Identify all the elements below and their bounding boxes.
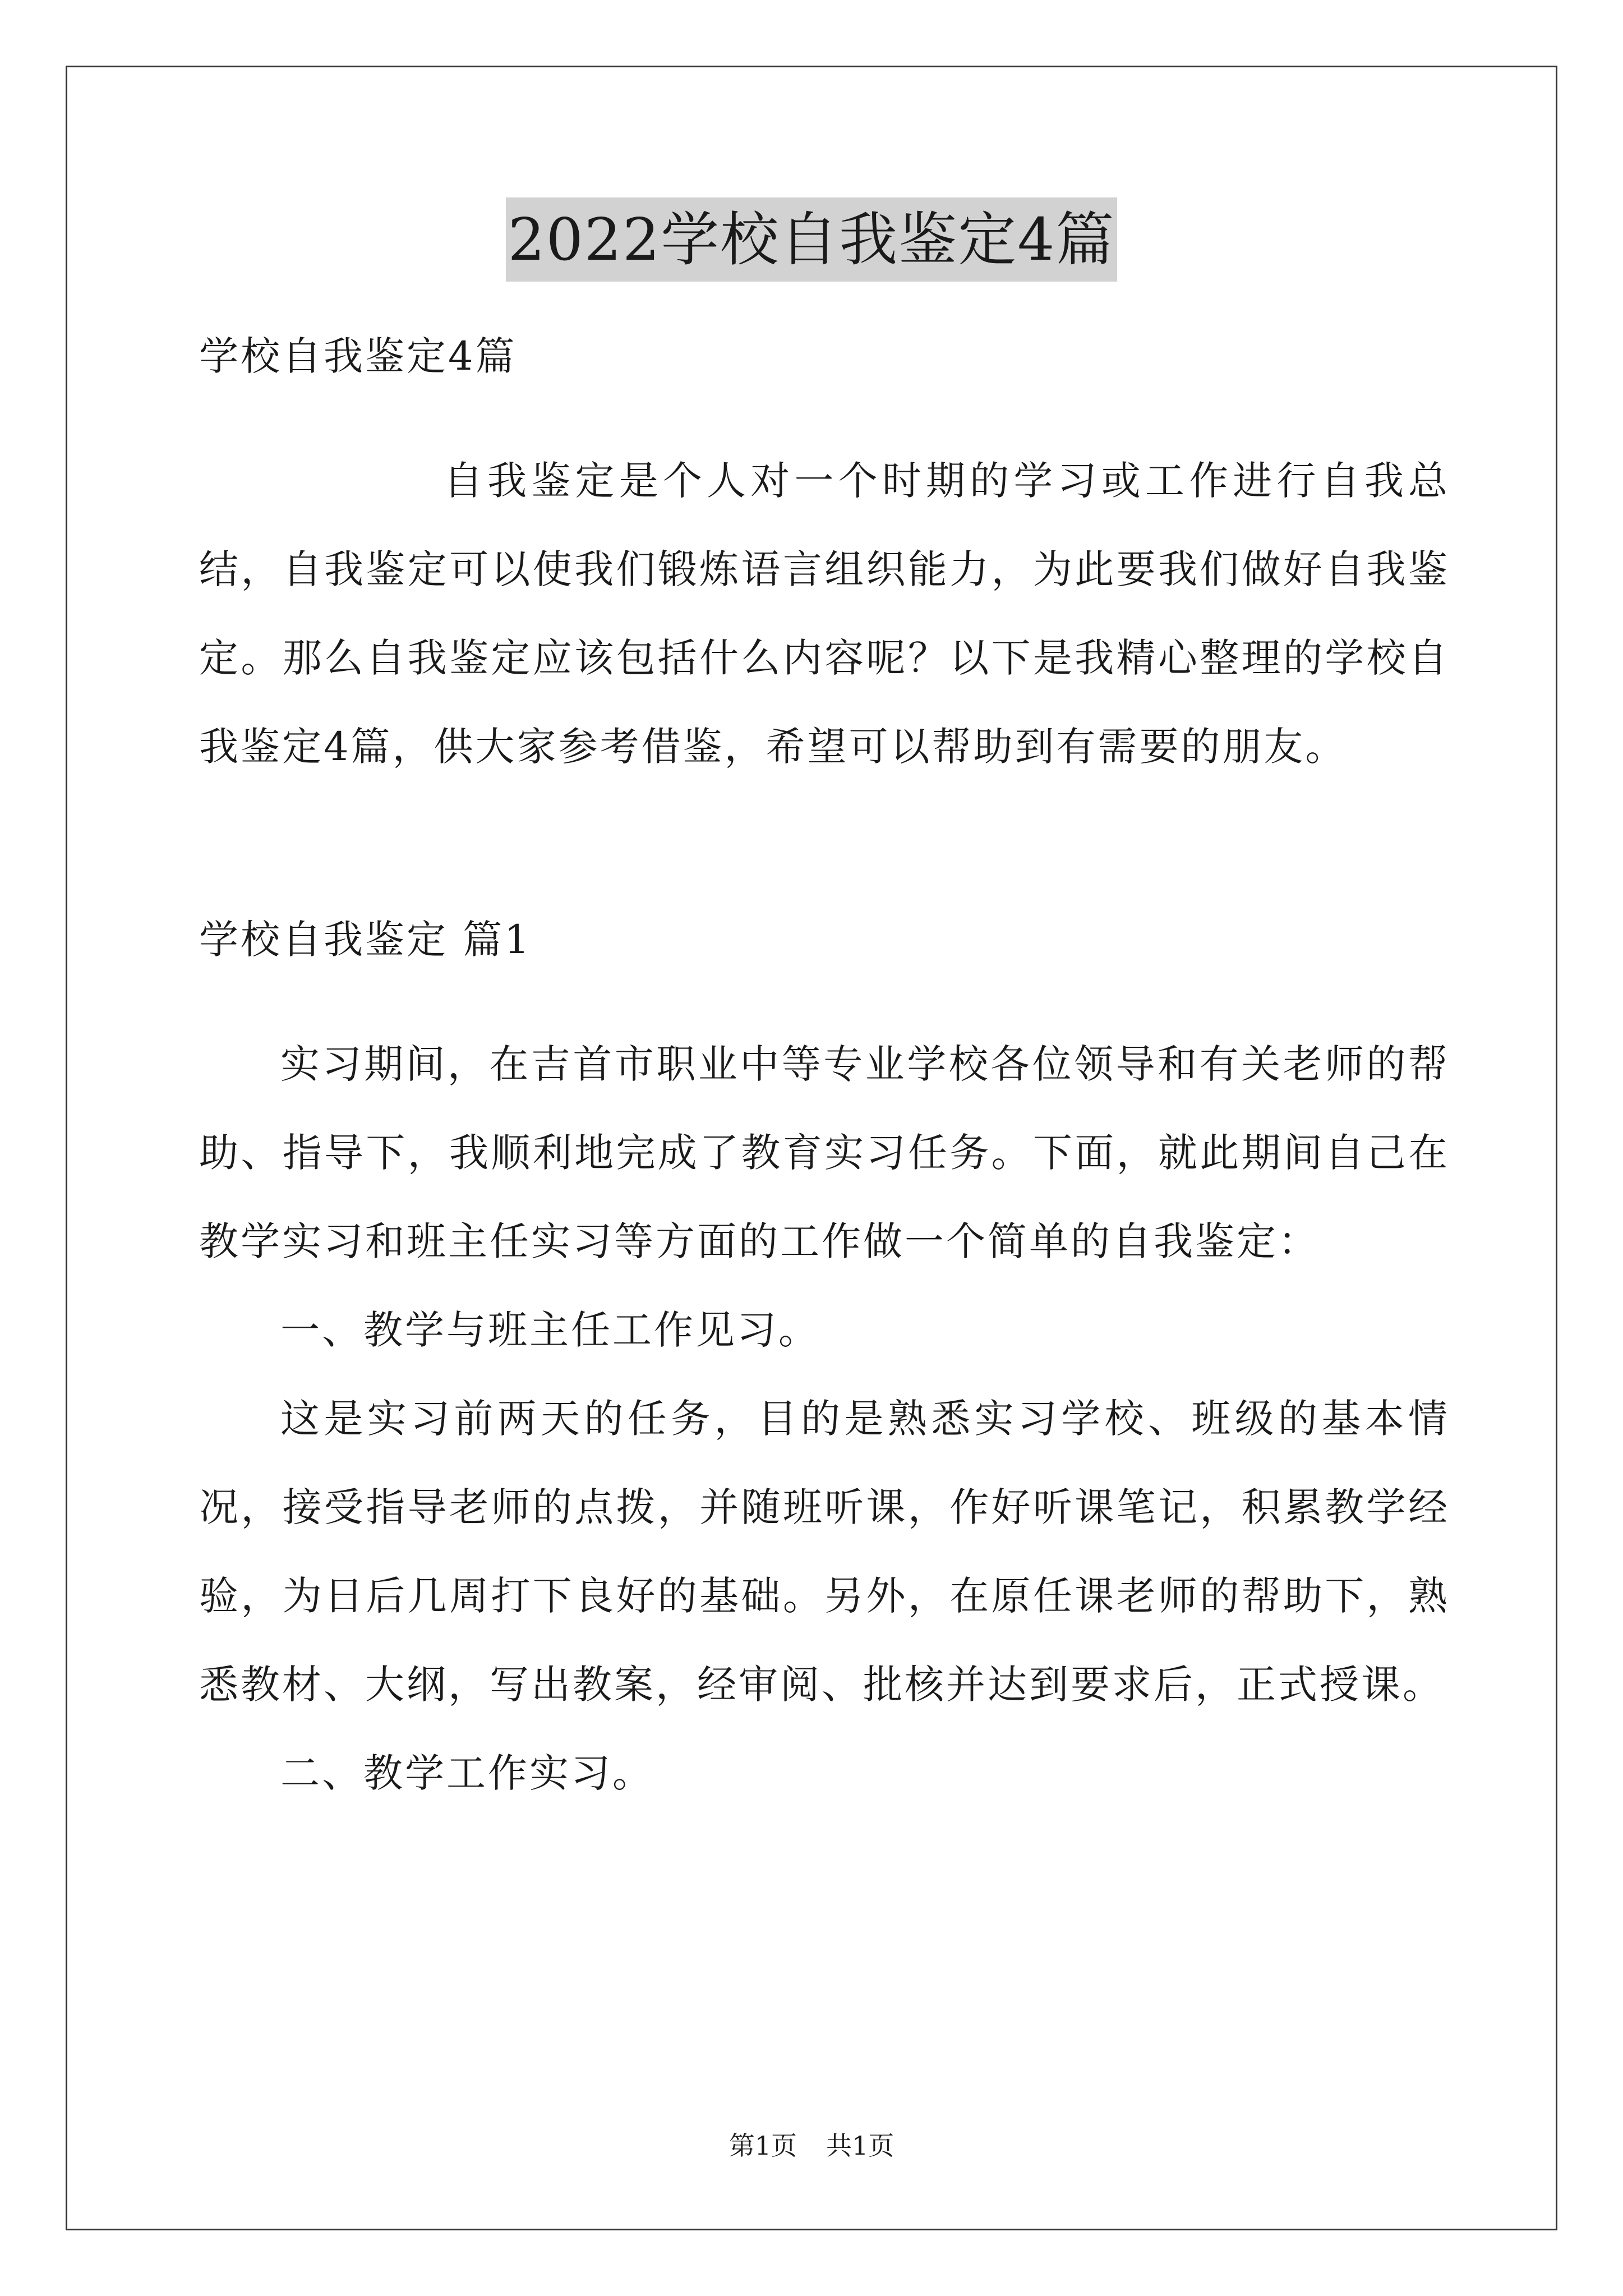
document-title: 2022学校自我鉴定4篇	[506, 197, 1118, 282]
page-footer	[0, 2126, 1623, 2165]
body-paragraph: 一、教学与班主任工作见习。	[280, 1307, 820, 1353]
section-heading: 学校自我鉴定 篇1	[199, 917, 532, 963]
document-subtitle: 学校自我鉴定4篇	[199, 333, 517, 379]
document-title-wrapper	[0, 197, 1623, 282]
page-number-current: 第1页	[728, 2131, 797, 2161]
body-paragraph: 这是实习前两天的任务，目的是熟悉实习学校、班级的基本情况，接受指导老师的点拨，并随班听课，作好听课笔记，积累教学经验，为日后几周打下良好的基础。另外，在原任课老师的帮助下，熟悉教材、大纲，写出教案，经审阅、批核并达到要求后，正式授课。	[199, 1396, 1450, 1708]
document-body	[199, 314, 1450, 1818]
page-number-total: 共1页	[826, 2131, 895, 2161]
body-paragraph: 实习期间，在吉首市职业中等专业学校各位领导和有关老师的帮助、指导下，我顺利地完成了教育实习任务。下面，就此期间自己在教学实习和班主任实习等方面的工作做一个简单的自我鉴定：	[199, 1041, 1450, 1264]
intro-paragraph: 自我鉴定是个人对一个时期的学习或工作进行自我总结，自我鉴定可以使我们锻炼语言组织能力，为此要我们做好自我鉴定。那么自我鉴定应该包括什么内容呢？以下是我精心整理的学校自我鉴定4篇，供大家参考借鉴，希望可以帮助到有需要的朋友。	[199, 458, 1450, 770]
body-paragraph: 二、教学工作实习。	[280, 1750, 654, 1796]
